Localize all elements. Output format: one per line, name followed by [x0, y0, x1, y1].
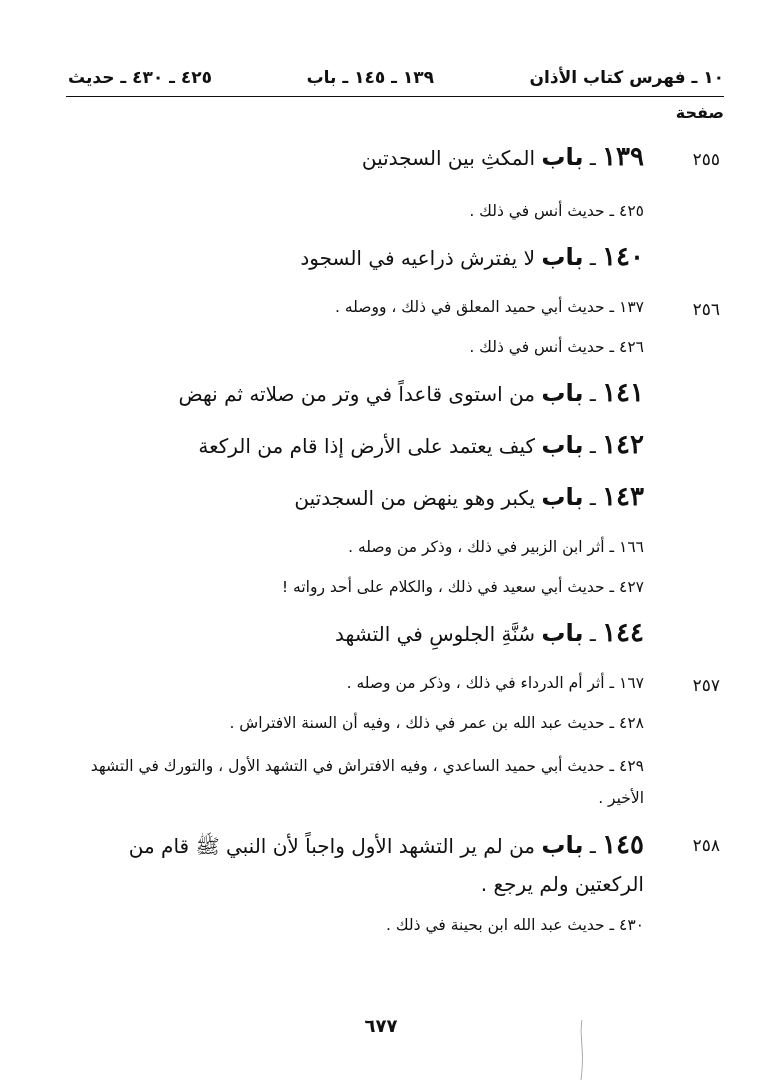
binding-edge-mark — [578, 1020, 586, 1080]
bab-number: ١٣٩ — [602, 142, 644, 172]
bab-heading — [70, 826, 644, 903]
bab-title: يكبر وهو ينهض من السجدتين — [294, 486, 542, 510]
bab-separator: ـ — [583, 834, 603, 858]
bab-heading — [70, 242, 644, 272]
bab-word: باب — [541, 143, 584, 171]
bab-title: المكثِ بين السجدتين — [361, 146, 542, 170]
bab-word: باب — [541, 619, 584, 647]
bab-word: باب — [541, 243, 584, 271]
bab-separator: ـ — [583, 382, 603, 406]
bab-separator: ـ — [583, 146, 603, 170]
header-chapter-title: ١٠ ـ فهرس كتاب الأذان — [529, 68, 724, 88]
entry-page-number: ٢٥٥ — [692, 150, 720, 170]
header-divider — [66, 96, 724, 97]
bab-heading — [70, 618, 644, 648]
athar-item: ١٦٧ ـ أثر أم الدرداء في ذلك ، وذكر من وصله . — [346, 674, 644, 692]
bab-word: باب — [541, 379, 584, 407]
bab-number: ١٤٠ — [602, 242, 644, 272]
entry-page-number: ٢٥٦ — [692, 300, 720, 320]
header-hadith-range: ٤٢٥ ـ ٤٣٠ ـ حديث — [68, 68, 213, 88]
bab-title: سُنَّةِ الجلوسِ في التشهد — [335, 622, 542, 646]
bab-heading — [70, 482, 644, 512]
bab-number: ١٤٢ — [602, 430, 644, 460]
bab-number: ١٤٣ — [602, 482, 644, 512]
bab-separator: ـ — [583, 622, 603, 646]
page-column-label: صفحة — [675, 103, 724, 122]
bab-heading — [70, 430, 644, 460]
bab-title: لا يفترش ذراعيه في السجود — [300, 246, 542, 270]
entry-page-number: ٢٥٨ — [692, 836, 720, 856]
bab-separator: ـ — [583, 486, 603, 510]
bab-separator: ـ — [583, 246, 603, 270]
header-bab-range: ١٣٩ ـ ١٤٥ ـ باب — [306, 68, 434, 88]
bab-word: باب — [541, 483, 584, 511]
bab-title: كيف يعتمد على الأرض إذا قام من الركعة — [198, 434, 542, 458]
bab-title: من لم ير التشهد الأول واجباً لأن النبي ﷺ قام من الركعتين ولم يرجع . — [128, 834, 644, 896]
hadith-item: ٤٢٦ ـ حديث أنس في ذلك . — [469, 338, 644, 356]
hadith-item: ٤٣٠ ـ حديث عبد الله ابن بحينة في ذلك . — [386, 916, 644, 934]
page-footer-number: ٦٧٧ — [364, 1016, 398, 1037]
bab-heading — [70, 142, 644, 172]
hadith-item: ٤٢٥ ـ حديث أنس في ذلك . — [469, 202, 644, 220]
hadith-item: ٤٢٩ ـ حديث أبي حميد الساعدي ، وفيه الافتراش في التشهد الأول ، والتورك في التشهد الأخير . — [90, 757, 644, 807]
bab-heading — [70, 378, 644, 408]
hadith-item: ٤٢٧ ـ حديث أبي سعيد في ذلك ، والكلام على أحد رواته ! — [281, 578, 644, 596]
bab-number: ١٤٤ — [602, 618, 644, 648]
running-header — [68, 64, 724, 96]
entry-page-number: ٢٥٧ — [692, 676, 720, 696]
bab-number: ١٤١ — [602, 378, 644, 408]
bab-word: باب — [541, 831, 584, 859]
athar-item: ١٣٧ ـ حديث أبي حميد المعلق في ذلك ، ووصله . — [335, 298, 644, 316]
athar-item: ١٦٦ ـ أثر ابن الزبير في ذلك ، وذكر من وصله . — [348, 538, 644, 556]
hadith-item: ٤٢٨ ـ حديث عبد الله بن عمر في ذلك ، وفيه أن السنة الافتراش . — [229, 714, 644, 732]
bab-separator: ـ — [583, 434, 603, 458]
bab-word: باب — [541, 431, 584, 459]
bab-title: من استوى قاعداً في وتر من صلاته ثم نهض — [178, 382, 542, 406]
bab-number: ١٤٥ — [602, 830, 644, 860]
